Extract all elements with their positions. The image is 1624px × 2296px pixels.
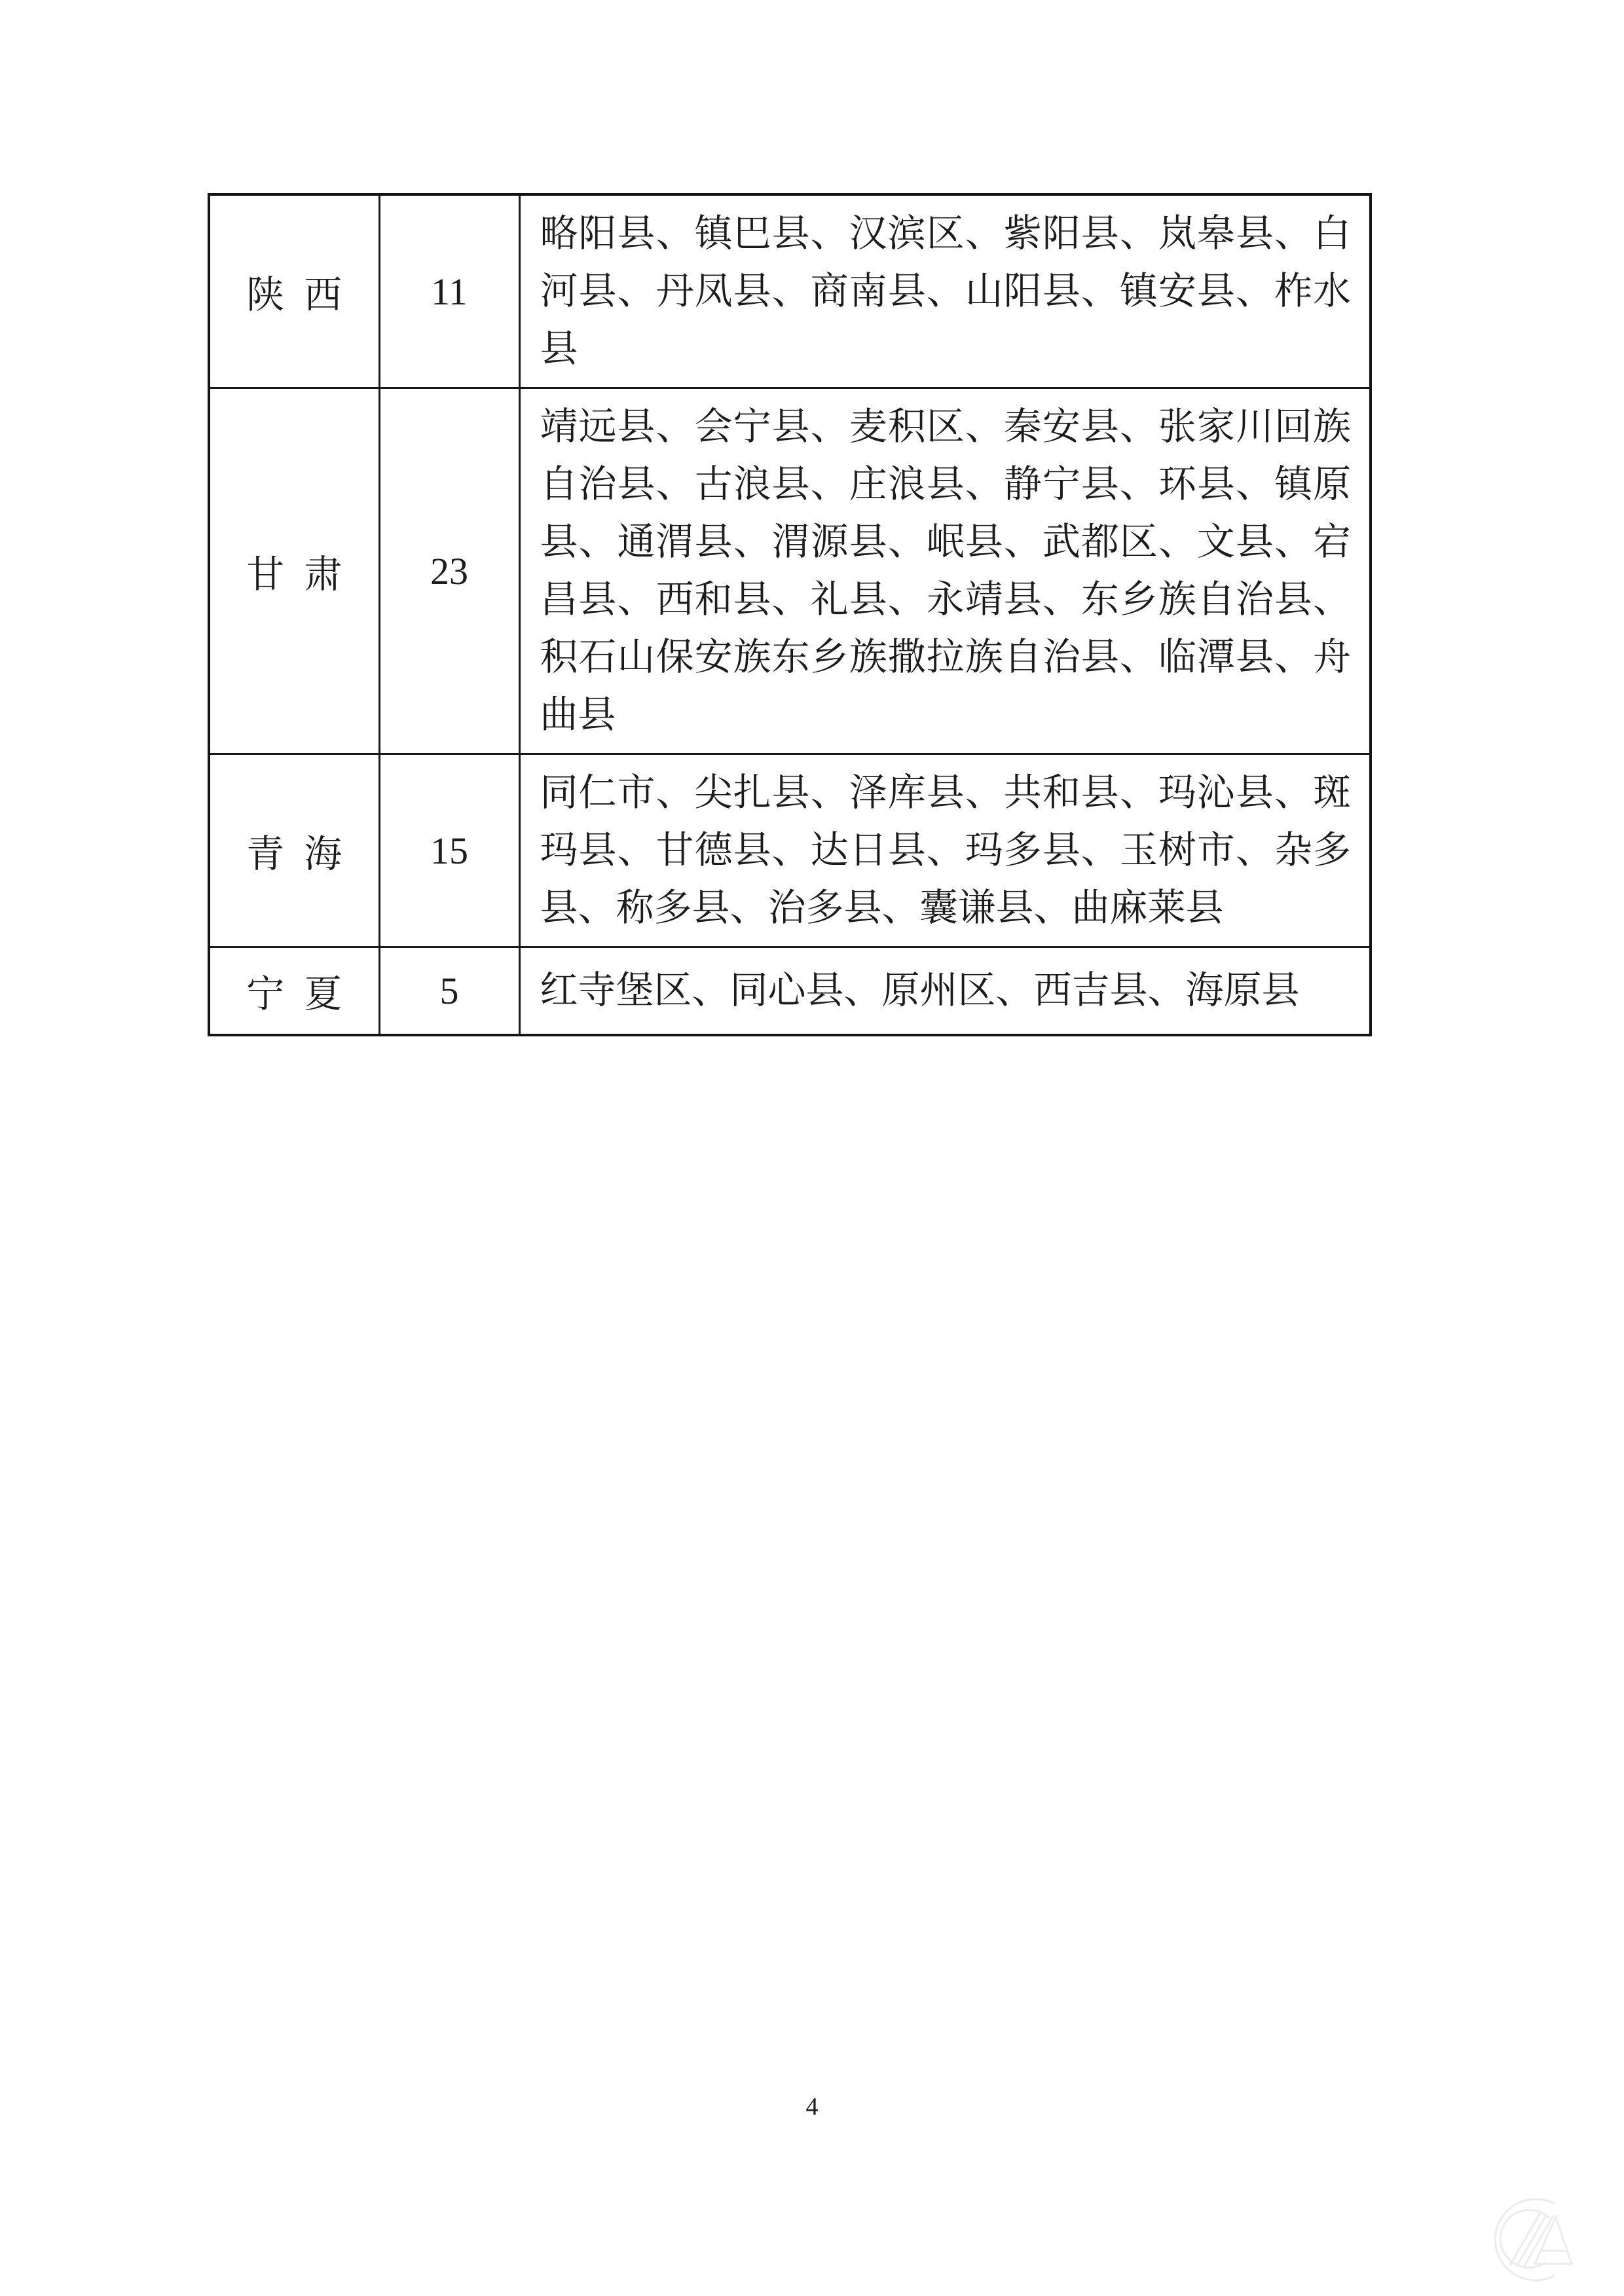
count-cell: 11 xyxy=(379,194,519,388)
table-row-qinghai xyxy=(209,754,1371,947)
counties-cell: 靖远县、会宁县、麦积区、秦安县、张家川回族自治县、古浪县、庄浪县、静宁县、环县、镇原县、通渭县、渭源县、岷县、武都区、文县、宕昌县、西和县、礼县、永靖县、东乡族自治县、积石山保安族东乡族撒拉族自治县、临潭县、舟曲县 xyxy=(519,388,1371,754)
county-table xyxy=(208,193,1372,1036)
watermark-logo xyxy=(1472,2185,1583,2296)
count-cell: 15 xyxy=(379,754,519,947)
counties-cell: 略阳县、镇巴县、汉滨区、紫阳县、岚皋县、白河县、丹凤县、商南县、山阳县、镇安县、柞水县 xyxy=(519,194,1371,388)
province-cell: 青海 xyxy=(209,754,379,947)
table-row-ningxia xyxy=(209,947,1371,1035)
count-cell: 5 xyxy=(379,947,519,1035)
count-cell: 23 xyxy=(379,388,519,754)
table-row-gansu xyxy=(209,388,1371,754)
watermark-slash-1 xyxy=(1510,2213,1540,2265)
watermark-slash-3 xyxy=(1523,2215,1553,2268)
province-cell: 陕西 xyxy=(209,194,379,388)
province-cell: 宁夏 xyxy=(209,947,379,1035)
watermark-slash-2 xyxy=(1517,2214,1547,2267)
counties-cell: 红寺堡区、同心县、原州区、西吉县、海原县 xyxy=(519,947,1371,1035)
counties-cell: 同仁市、尖扎县、泽库县、共和县、玛沁县、斑玛县、甘德县、达日县、玛多县、玉树市、杂多县、称多县、治多县、囊谦县、曲麻莱县 xyxy=(519,754,1371,947)
province-cell: 甘肃 xyxy=(209,388,379,754)
table-row-shaanxi xyxy=(209,194,1371,388)
page-number: 4 xyxy=(805,2093,819,2121)
